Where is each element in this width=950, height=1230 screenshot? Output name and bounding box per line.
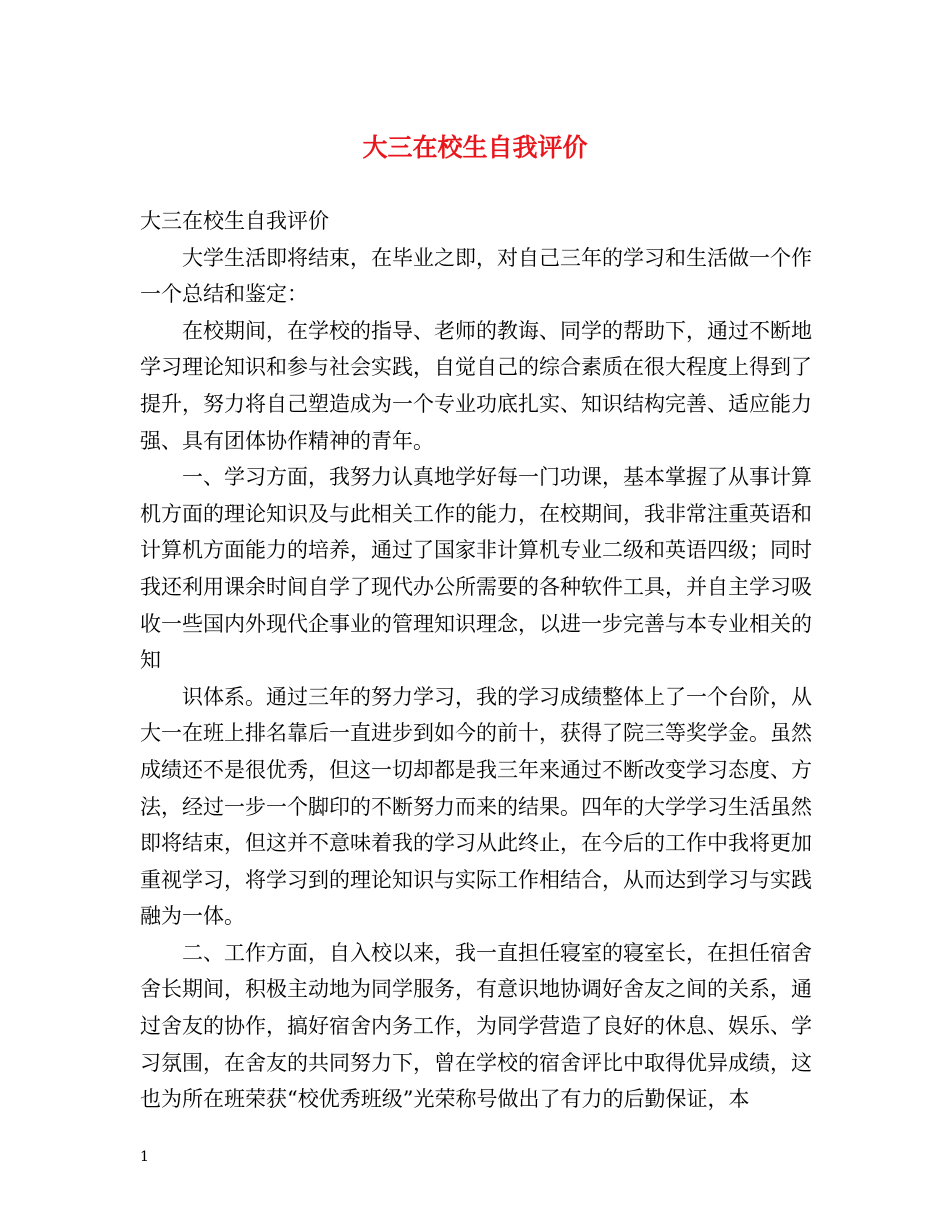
paragraph-work: 二、工作方面，自入校以来，我一直担任寝室的寝室长，在担任宿舍舍长期间，积极主动地为同学服务，有意识地协调好舍友之间的关系，通过舍友的协作，搞好宿舍内务工作，为同学营造了良好的休息、娱乐、学习氛围，在舍友的共同努力下，曾在学校的宿舍评比中取得优异成绩，这也为所在班荣获“校优秀班级”光荣称号做出了有力的后勤保证，本: [140, 940, 812, 1112]
paragraph-study: 一、学习方面，我努力认真地学好每一门功课，基本掌握了从事计算机方面的理论知识及与此相关工作的能力，在校期间，我非常注重英语和计算机方面能力的培养，通过了国家非计算机专业二级和英语四级；同时我还利用课余时间自学了现代办公所需要的各种软件工具，并自主学习吸收一些国内外现代企事业的管理知识理念，以进一步完善与本专业相关的知: [140, 465, 812, 673]
document-body: [140, 203, 812, 1118]
document-subtitle: 大三在校生自我评价: [140, 209, 329, 233]
paragraph-study-continued: 识体系。通过三年的努力学习，我的学习成绩整体上了一个台阶，从大一在班上排名靠后一直进步到如今的前十，获得了院三等奖学金。虽然成绩还不是很优秀，但这一切却都是我三年来通过不断改变学习态度、方法，经过一步一个脚印的不断努力而来的结果。四年的大学学习生活虽然即将结束，但这并不意味着我的学习从此终止，在今后的工作中我将更加重视学习，将学习到的理论知识与实际工作相结合，从而达到学习与实践融为一体。: [140, 684, 812, 929]
document-title: 大三在校生自我评价: [362, 133, 588, 162]
paragraph-overview: 在校期间，在学校的指导、老师的教诲、同学的帮助下，通过不断地学习理论知识和参与社会实践，自觉自己的综合素质在很大程度上得到了提升，努力将自己塑造成为一个专业功底扎实、知识结构完善、适应能力强、具有团体协作精神的青年。: [140, 318, 812, 453]
paragraph-intro: 大学生活即将结束，在毕业之即，对自己三年的学习和生活做一个作一个总结和鉴定：: [140, 245, 812, 307]
page-number: 1: [140, 1149, 149, 1165]
